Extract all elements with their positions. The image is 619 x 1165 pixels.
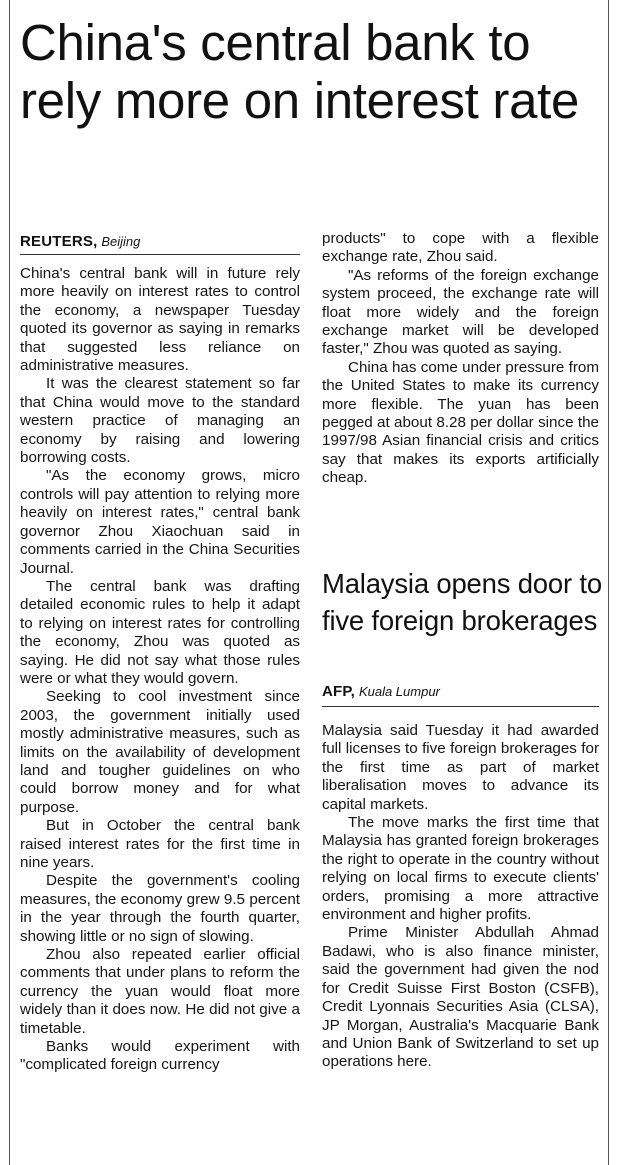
article-1-byline-rule [20,254,300,255]
right-column-rule [608,0,609,1165]
article-1-paragraph: Seeking to cool investment since 2003, the government initially used mostly administrative measures, such as limits on the availability of development land and tougher guidelines on who could borrow money and for what purpose. [20,688,300,816]
article-2-paragraph: Malaysia said Tuesday it had awarded full licenses to five foreign brokerages for the first time as part of market liberalisation moves to advance its capital markets. [322,722,599,813]
article-1-paragraph: Despite the government's cooling measures, the economy grew 9.5 percent in the year through the fourth quarter, showing little or no sign of slowing. [20,872,300,945]
article-1-paragraph: Banks would experiment with "complicated foreign currency [20,1038,300,1074]
article-1-byline [20,232,140,251]
article-2-paragraph: The move marks the first time that Malaysia has granted foreign brokerages the right to operate in the country without relying on local firms to execute clients' orders, promising a more attractive environment and higher profits. [322,814,599,924]
article-2-paragraph: Prime Minister Abdullah Ahmad Badawi, who is also finance minister, said the government had given the nod for Credit Suisse First Boston (CSFB), Credit Lyonnais Securities Asia (CLSA), JP Morgan, Australia's Macquarie Bank and Union Bank of Switzerland to set up operations here. [322,924,599,1071]
article-2-agency: AFP, [322,683,356,700]
article-1-headline: China's central bank to rely more on interest rate [20,14,580,129]
article-1-paragraph: But in October the central bank raised interest rates for the first time in nine years. [20,817,300,871]
article-1-agency: REUTERS, [20,233,98,250]
article-2-headline: Malaysia opens door to five foreign brokerages [322,568,602,636]
article-1-paragraph: "As the economy grows, micro controls will pay attention to relying more heavily on interest rates," central bank governor Zhou Xiaochuan said in comments carried in the China Securities Journal. [20,467,300,577]
article-1-paragraph-continued: products" to cope with a flexible exchange rate, Zhou said. [322,230,599,266]
article-1-paragraph: "As reforms of the foreign exchange system proceed, the exchange rate will float more widely and the foreign exchange market will be developed faster," Zhou was quoted as saying. [322,266,599,358]
article-2-column [322,722,599,1072]
article-2-place: Kuala Lumpur [358,684,440,699]
article-2-byline [322,682,440,701]
article-1-left-column [20,265,300,1075]
article-1-paragraph: China has come under pressure from the United States to make its currency more flexible. The yuan has been pegged at about 8.28 per dollar since the 1997/98 Asian financial crisis and critics say that makes its exports artificially cheap. [322,358,599,487]
article-1-paragraph: China's central bank will in future rely more heavily on interest rates to control the economy, a newspaper Tuesday quoted its governor as saying in remarks that suggested less reliance on administrative measures. [20,265,300,375]
article-1-paragraph: The central bank was drafting detailed economic rules to help it adapt to relying on interest rates for controlling the economy, Zhou was quoted as saying. He did not say what those rules were or what they would govern. [20,577,300,687]
article-1-paragraph: It was the clearest statement so far that China would move to the standard western practice of managing an economy by raising and lowering borrowing costs. [20,375,300,467]
article-1-right-column [322,230,599,488]
article-1-place: Beijing [101,234,141,249]
article-1-paragraph: Zhou also repeated earlier official comments that under plans to reform the currency the yuan would float more widely than it does now. He did not give a timetable. [20,946,300,1037]
article-2-byline-rule [322,706,599,707]
left-column-rule [9,0,10,1165]
